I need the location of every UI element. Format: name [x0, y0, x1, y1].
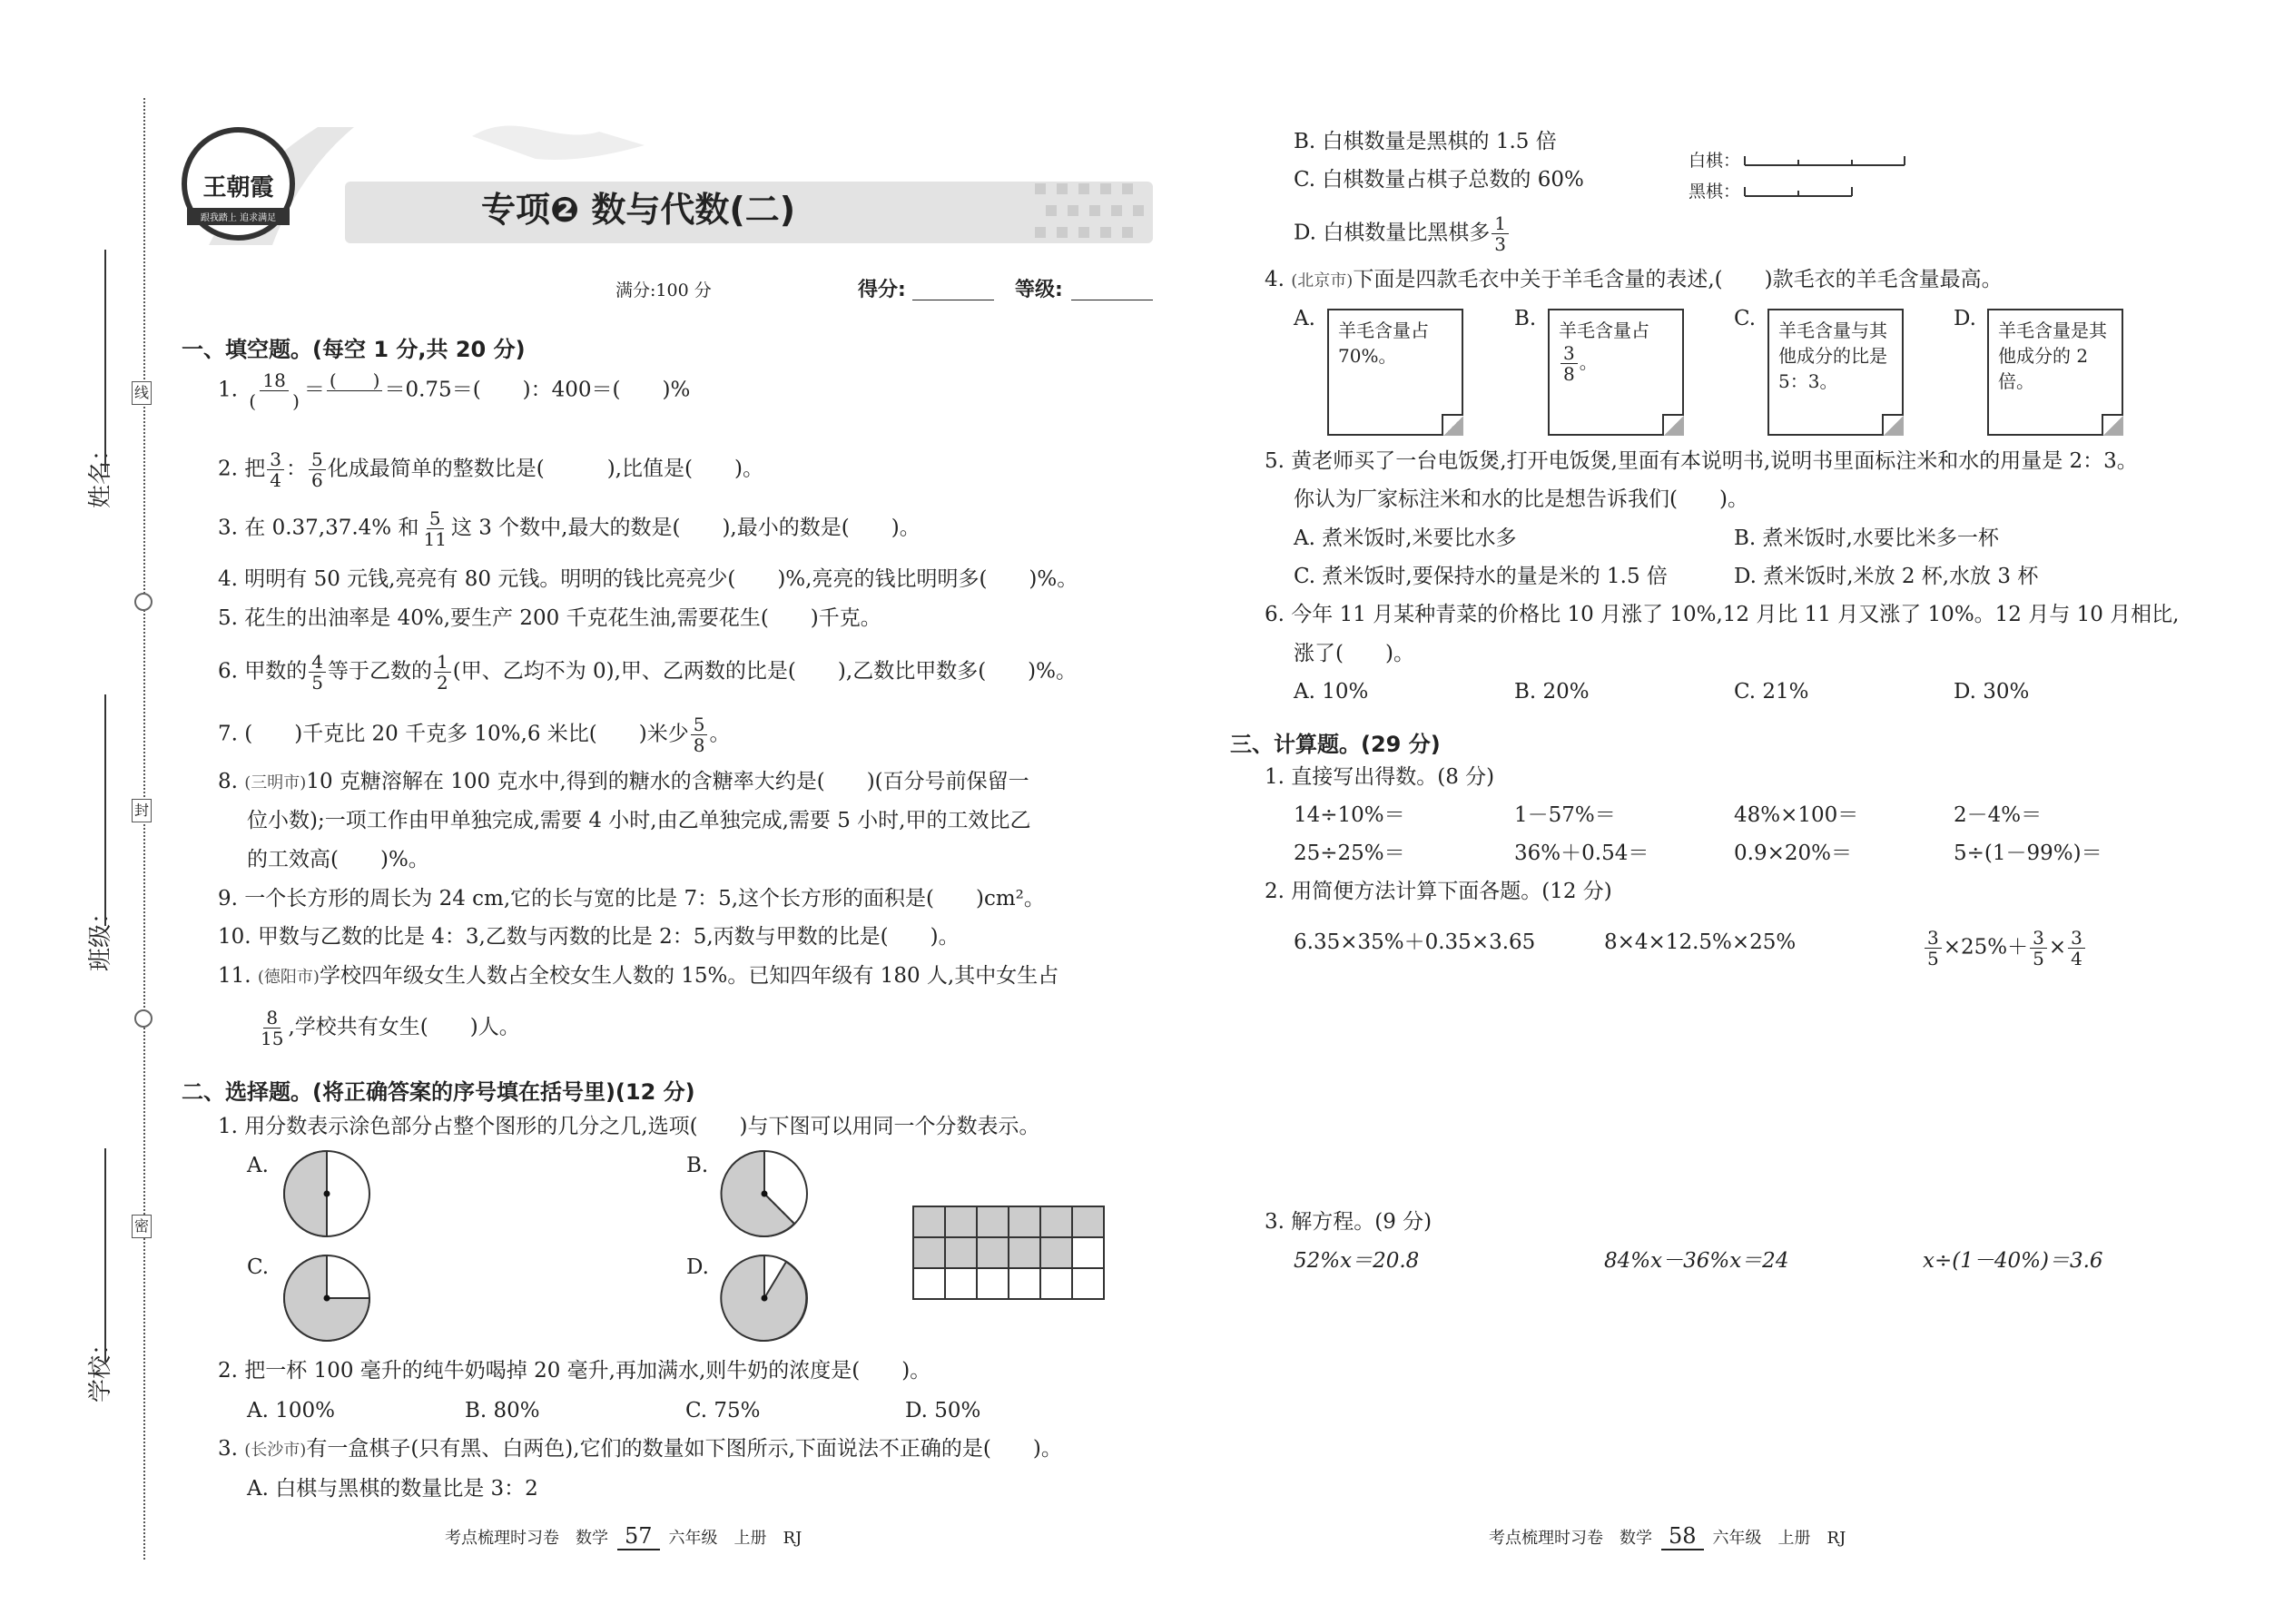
seal-mark-line: 线: [132, 381, 152, 405]
name-line: [104, 250, 106, 472]
grade-label: 等级:: [1015, 279, 1063, 301]
calc-1-title: 1. 直接写出得数。(8 分): [1265, 765, 1495, 789]
choice-4-option-a: A.: [1294, 307, 1315, 330]
school-line: [104, 1148, 106, 1362]
section-title: 一、填空题。(每空 1 分,共 20 分): [182, 337, 526, 362]
calc-2-item-a: 6.35×35%＋0.35×3.65: [1294, 930, 1536, 954]
calc-item: 5÷(1－99%)＝: [1954, 842, 2102, 865]
choice-5-option-b: B. 煮米饭时,水要比米多一杯: [1734, 527, 1999, 550]
sweater-card-d: 羊毛含量是其他成分的 2 倍。: [1987, 309, 2123, 436]
white-label: 白棋：: [1689, 151, 1741, 171]
question-7: 7. ( )千克比 20 千克多 10%,6 米比( )米少 $\frac{5}{8}$ 。: [218, 714, 731, 756]
question-4: 4. 明明有 50 元钱,亮亮有 80 元钱。明明的钱比亮亮少( )%,亮亮的钱比明明多( )%。: [218, 567, 1078, 591]
black-bar: [1743, 183, 1906, 198]
sweater-card-b: 羊毛含量占 $\frac{3}{8}$ 。: [1548, 309, 1684, 436]
choice-2-option-b: B. 80%: [465, 1399, 540, 1422]
choice-1: 1. 用分数表示涂色部分占整个图形的几分之几,选项( )与下图可以用同一个分数表示。: [218, 1115, 1040, 1138]
choice-4-option-d: D.: [1954, 307, 1976, 330]
choice-6-option-a: A. 10%: [1294, 680, 1369, 704]
question-1: 1. 18 ( ) ＝ ( ) ＝0.75＝( )：400＝( )%: [218, 369, 691, 412]
option-c-label: C.: [247, 1255, 270, 1279]
name-field[interactable]: 姓名：: [87, 437, 114, 508]
choice-4: 4. (北京市)下面是四款毛衣中关于羊毛含量的表述,( )款毛衣的羊毛含量最高。: [1265, 268, 2003, 291]
choice-4-option-c: C.: [1734, 307, 1757, 330]
binding-hole-icon: [134, 1009, 153, 1028]
question-8-line3: 的工效高( )%。: [247, 848, 429, 871]
calc-2-title: 2. 用简便方法计算下面各题。(12 分): [1265, 880, 1612, 903]
calc-2-item-c: $\frac{3}{5}$ ×25%＋ $\frac{3}{5}$ × $\frac{3}{4}$: [1923, 928, 2087, 969]
question-9: 9. 一个长方形的周长为 24 cm,它的长与宽的比是 7：5,这个长方形的面积是( )cm²。: [218, 887, 1045, 910]
binding-hole-icon: [134, 593, 153, 611]
black-label: 黑棋：: [1689, 182, 1741, 202]
choice-5-line2: 你认为厂家标注米和水的比是想告诉我们( )。: [1294, 487, 1748, 511]
sweater-card-c: 羊毛含量与其他成分的比是 5：3。: [1767, 309, 1904, 436]
school-field[interactable]: 学校：: [87, 1331, 114, 1403]
circle-figure-d: [719, 1253, 810, 1343]
calc-2-item-b: 8×4×12.5%×25%: [1604, 930, 1797, 954]
choice-6: 6. 今年 11 月某种青菜的价格比 10 月涨了 10%,12 月比 11 月又涨了 10%。12 月与 10 月相比,: [1265, 603, 2180, 626]
circle-figure-c: [281, 1253, 372, 1343]
choice-3-option-c: C. 白棋数量占棋子总数的 60%: [1294, 168, 1584, 192]
question-5: 5. 花生的出油率是 40%,要生产 200 千克花生油,需要花生( )千克。: [218, 606, 881, 630]
choice-5-option-a: A. 煮米饭时,米要比水多: [1294, 527, 1517, 550]
question-11: 11. (德阳市)学校四年级女生人数占全校女生人数的 15%。已知四年级有 180 人,其中女生占: [218, 964, 1059, 988]
equation-item: x÷(1－40%)＝3.6: [1923, 1249, 2103, 1273]
choice-4-option-b: B.: [1514, 307, 1537, 330]
choice-6-option-b: B. 20%: [1514, 680, 1590, 704]
fraction: ( ): [327, 370, 383, 411]
choice-6-option-c: C. 21%: [1734, 680, 1809, 704]
footer-right: 考点梳理时习卷 数学 58 六年级 上册 RJ: [1489, 1523, 1846, 1549]
option-b-label: B.: [686, 1154, 709, 1177]
choice-3: 3. (长沙市)有一盒棋子(只有黑、白两色),它们的数量如下图所示,下面说法不正确的是( )。: [218, 1437, 1062, 1461]
calc-item: 14÷10%＝: [1294, 803, 1405, 827]
choice-6-option-d: D. 30%: [1954, 680, 2030, 704]
white-bar: [1743, 153, 1906, 167]
binding-line: [143, 98, 145, 1560]
choice-5-option-d: D. 煮米饭时,米放 2 杯,水放 3 杯: [1734, 565, 2039, 588]
page-title: 专项❷ 数与代数(二): [481, 190, 796, 230]
class-line: [104, 694, 106, 926]
page-number: 57: [617, 1523, 660, 1550]
footer-left: 考点梳理时习卷 数学 57 六年级 上册 RJ: [445, 1523, 802, 1549]
brand-logo: [182, 127, 295, 241]
question-2: 2. 把 $\frac{3}{4}$ ： $\frac{5}{6}$ 化成最简单的整数比是( ),比值是( )。: [218, 448, 763, 491]
question-3: 3. 在 0.37,37.4% 和 $\frac{5}{11}$ 这 3 个数中,最大的数是( ),最小的数是( )。: [218, 507, 921, 550]
choice-2-option-d: D. 50%: [905, 1399, 981, 1422]
calc-item: 48%×100＝: [1734, 803, 1859, 827]
calc-item: 25÷25%＝: [1294, 842, 1405, 865]
question-8: 8. (三明市)10 克糖溶解在 100 克水中,得到的糖水的含糖率大约是( )(百分号前保留一: [218, 770, 1029, 793]
page-number: 58: [1661, 1523, 1704, 1550]
calc-3-title: 3. 解方程。(9 分): [1265, 1210, 1433, 1234]
brand-slogan: 跟我踏上 追求满足: [187, 208, 290, 225]
full-score: 满分:100 分: [615, 281, 712, 300]
question-6: 6. 甲数的 $\frac{4}{5}$ 等于乙数的 $\frac{1}{2}$ (甲、乙均不为 0),甲、乙两数的比是( ),乙数比甲数多( )%。: [218, 651, 1077, 694]
calc-item: 2－4%＝: [1954, 803, 2043, 827]
choice-3-option-a: A. 白棋与黑棋的数量比是 3：2: [247, 1477, 538, 1501]
question-10: 10. 甲数与乙数的比是 4：3,乙数与丙数的比是 2：5,丙数与甲数的比是( )。: [218, 925, 960, 949]
sweater-card-a: 羊毛含量占 70%。: [1327, 309, 1463, 436]
brand-logo-text: 王朝霞: [202, 174, 274, 202]
score-label: 得分:: [858, 279, 906, 301]
seal-mark-seal: 封: [132, 799, 152, 822]
question-11-line2: $\frac{8}{15}$ ,学校共有女生( )人。: [261, 1007, 520, 1049]
choice-2-option-c: C. 75%: [685, 1399, 761, 1422]
question-8-line2: 位小数);一项工作由甲单独完成,需要 4 小时,由乙单独完成,需要 5 小时,甲的工效比乙: [247, 809, 1031, 832]
choice-2-option-a: A. 100%: [247, 1399, 335, 1422]
option-a-label: A.: [247, 1154, 269, 1177]
choice-3-option-b: B. 白棋数量是黑棋的 1.5 倍: [1294, 130, 1557, 153]
calc-item: 0.9×20%＝: [1734, 842, 1852, 865]
calc-item: 1－57%＝: [1514, 803, 1616, 827]
section-title: 二、选择题。(将正确答案的序号填在括号里)(12 分): [182, 1079, 695, 1105]
choice-3-option-d: D. 白棋数量比黑棋多 $\frac{1}{3}$: [1294, 213, 1511, 254]
fraction: 18 ( ): [249, 369, 300, 412]
seal-mark-secret: 密: [132, 1215, 152, 1238]
equation-item: 52%x＝20.8: [1294, 1249, 1420, 1273]
class-field[interactable]: 班级：: [87, 900, 114, 971]
choice-5: 5. 黄老师买了一台电饭煲,打开电饭煲,里面有本说明书,说明书里面标注米和水的用量是 2：3。: [1265, 449, 2138, 473]
choice-2: 2. 把一杯 100 毫升的纯牛奶喝掉 20 毫升,再加满水,则牛奶的浓度是( )。: [218, 1359, 931, 1383]
circle-figure-b: [719, 1148, 810, 1239]
equation-item: 84%x－36%x＝24: [1604, 1249, 1789, 1273]
option-d-label: D.: [686, 1255, 709, 1279]
choice-5-option-c: C. 煮米饭时,要保持水的量是米的 1.5 倍: [1294, 565, 1668, 588]
choice-6-line2: 涨了( )。: [1294, 642, 1414, 665]
calc-item: 36%＋0.54＝: [1514, 842, 1649, 865]
circle-figure-a: [281, 1148, 372, 1239]
grid-figure: [912, 1206, 1105, 1300]
section-title: 三、计算题。(29 分): [1230, 732, 1441, 757]
